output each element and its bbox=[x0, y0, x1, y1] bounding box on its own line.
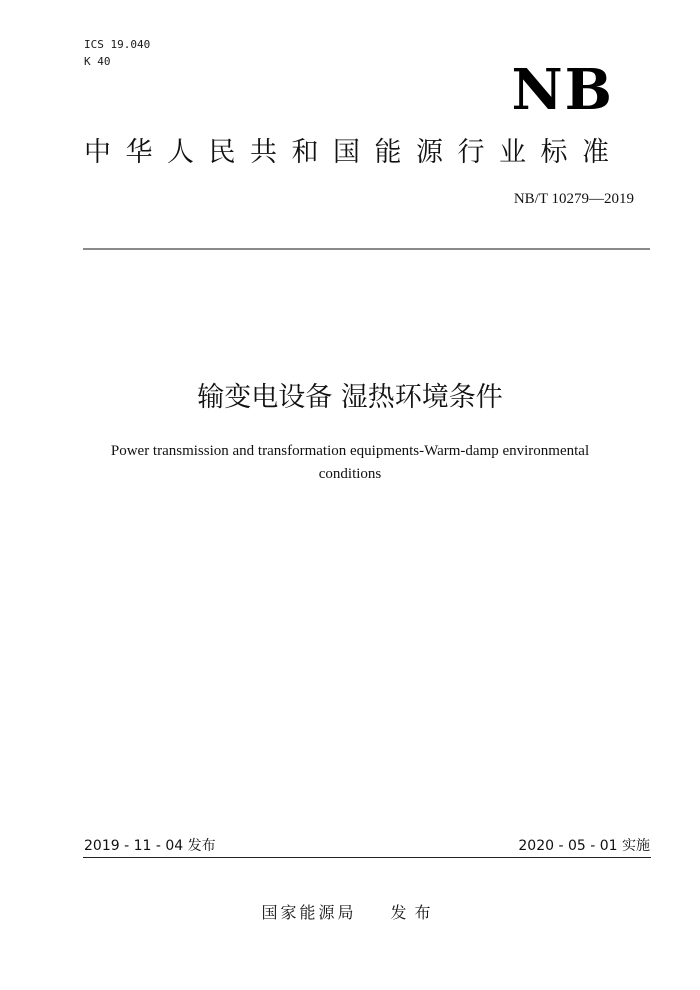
ccs-code: K 40 bbox=[84, 55, 111, 68]
chinese-title: 输变电设备 湿热环境条件 bbox=[197, 382, 503, 413]
implement-date: 2020 - 05 - 01 实施 bbox=[518, 838, 650, 854]
publisher-line bbox=[0, 901, 700, 925]
english-title-line-2: conditions bbox=[318, 466, 382, 482]
footer-divider bbox=[83, 857, 651, 858]
publisher-organization: 国家能源局 bbox=[261, 903, 357, 922]
publish-date: 2019 - 11 - 04 发布 bbox=[84, 838, 216, 854]
nb-logo: NB bbox=[511, 57, 614, 123]
ics-code: ICS 19.040 bbox=[84, 38, 151, 51]
english-title bbox=[70, 440, 630, 486]
header-divider bbox=[83, 248, 650, 250]
classification-codes bbox=[84, 36, 150, 70]
publisher-action: 发布 bbox=[390, 903, 439, 922]
english-title-line-1: Power transmission and transformation equipments-Warm-damp environmental bbox=[110, 443, 590, 459]
standard-number: NB/T 10279—2019 bbox=[513, 191, 634, 207]
standard-category-heading: 中华人民共和国能源行业标准 bbox=[84, 137, 624, 168]
